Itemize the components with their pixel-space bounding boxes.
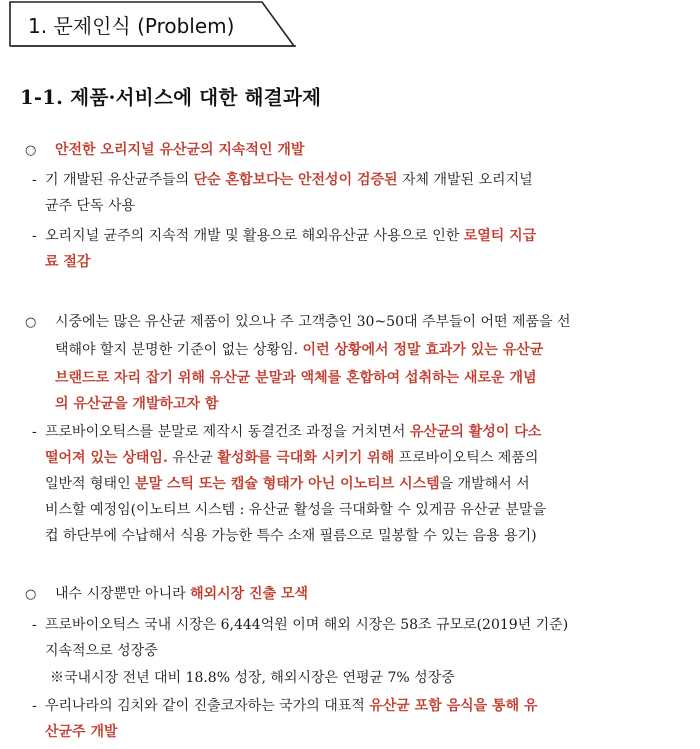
paragraph-line: 지속적으로 성장중	[45, 643, 158, 659]
paragraph-line: 브랜드로 자리 잡기 위해 유산균 분말과 액체를 혼합하여 섭취하는 새로운 개념	[55, 370, 537, 386]
paragraph-line: 일반적 형태인 분말 스틱 또는 캡슐 형태가 아닌 이노티브 시스템을 개발해서 서	[45, 476, 530, 492]
circle-bullet-icon: ○	[25, 315, 37, 330]
section-tab	[0, 0, 300, 50]
paragraph-line: 시중에는 많은 유산균 제품이 있으나 주 고객층인 30~50대 주부들이 어떤 제품을 선	[55, 314, 571, 330]
bullet-heading: 내수 시장뿐만 아니라 해외시장 진출 모색	[55, 586, 309, 602]
circle-bullet-icon: ○	[25, 587, 37, 602]
dash-bullet-icon: -	[32, 172, 37, 188]
paragraph-line: 균주 단독 사용	[45, 198, 136, 214]
paragraph-line: 비스할 예정임(이노티브 시스템 : 유산균 활성을 극대화할 수 있게끔 유산균 분말을	[45, 502, 546, 518]
paragraph-line: 산균주 개발	[45, 724, 118, 740]
circle-bullet-icon: ○	[25, 143, 37, 158]
paragraph-line: 떨어져 있는 상태임. 유산균 활성화를 극대화 시키기 위해 프로바이오틱스 제품의	[45, 450, 539, 466]
dash-bullet-icon: -	[32, 228, 37, 244]
tab-title: 1. 문제인식 (Problem)	[28, 14, 235, 38]
note-line: ※국내시장 전년 대비 18.8% 성장, 해외시장은 연평균 7% 성장중	[50, 670, 455, 686]
paragraph-line: 컵 하단부에 수납해서 식용 가능한 특수 소재 필름으로 밀봉할 수 있는 음용 용기)	[45, 528, 537, 544]
paragraph-line: 프로바이오틱스 국내 시장은 6,444억원 이며 해외 시장은 58조 규모로(2019년 기준)	[45, 617, 569, 633]
paragraph-line: 택해야 할지 분명한 기준이 없는 상황임. 이런 상황에서 정말 효과가 있는 유산균	[55, 342, 544, 358]
paragraph-line: 프로바이오틱스를 분말로 제작시 동결건조 과정을 거치면서 유산균의 활성이 다소	[45, 424, 542, 440]
paragraph-line: 우리나라의 김치와 같이 진출코자하는 국가의 대표적 유산균 포함 음식을 통해 유	[45, 698, 538, 714]
paragraph-line: 의 유산균을 개발하고자 함	[55, 396, 219, 412]
bullet-heading: 안전한 오리지널 유산균의 지속적인 개발	[55, 142, 305, 158]
dash-bullet-icon: -	[32, 698, 37, 714]
dash-bullet-icon: -	[32, 424, 37, 440]
paragraph-line: 기 개발된 유산균주들의 단순 혼합보다는 안전성이 검증된 자체 개발된 오리지널	[45, 172, 533, 188]
paragraph-line: 료 절감	[45, 254, 91, 270]
section-title: 1-1. 제품·서비스에 대한 해결과제	[20, 86, 322, 109]
dash-bullet-icon: -	[32, 617, 37, 633]
paragraph-line: 오리지널 균주의 지속적 개발 및 활용으로 해외유산균 사용으로 인한 로열티 지급	[45, 228, 537, 244]
